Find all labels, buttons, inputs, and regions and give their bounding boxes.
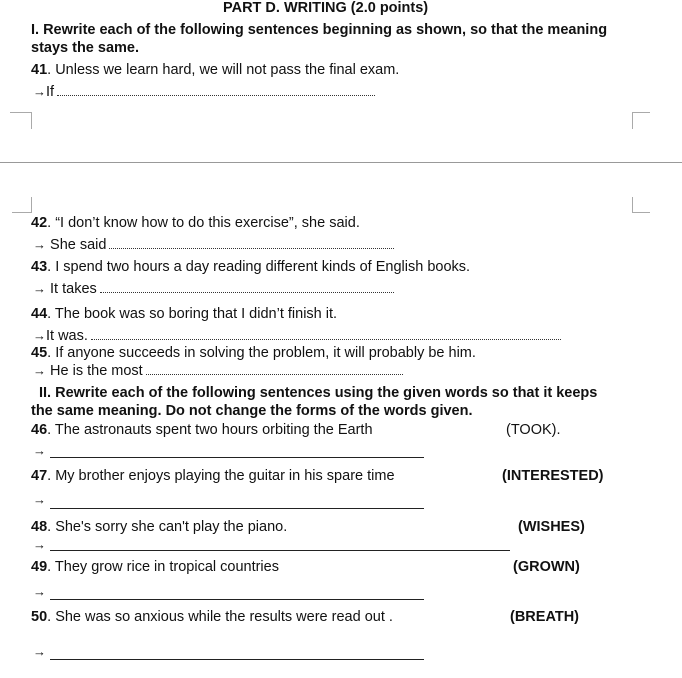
question-43: 43. I spend two hours a day reading different kinds of English books. [31,259,471,275]
keyword-48: (WISHES) [518,519,585,535]
question-44: 44. The book was so boring that I didn’t finish it. [31,306,338,322]
keyword-49: (GROWN) [513,559,580,575]
arrow-icon: → [33,328,46,343]
answer-line-48[interactable] [50,550,510,551]
keyword-47: (INTERESTED) [502,468,604,484]
arrow-icon: → [33,492,46,507]
question-47: 47. My brother enjoys playing the guitar in his spare time [31,468,395,484]
question-49: 49. They grow rice in tropical countries [31,559,279,575]
keyword-50: (BREATH) [510,609,579,625]
arrow-icon: → [33,237,46,252]
page-corner-mark [632,112,650,129]
answer-line-49[interactable] [50,599,424,600]
section2-title-line2: the same meaning. Do not change the forms of the words given. [31,403,473,419]
page-divider [0,162,682,163]
section1-title-line2: stays the same. [31,40,140,56]
answer-line-47[interactable] [50,508,424,509]
keyword-46: (TOOK). [506,422,561,438]
answer-line-50[interactable] [50,659,424,660]
arrow-icon: → [33,584,46,599]
arrow-icon: → [33,443,46,458]
arrow-icon: → [33,537,46,552]
part-title: PART D. WRITING (2.0 points) [223,0,429,16]
answer-44[interactable]: →It was. [33,328,561,344]
question-41: 41. Unless we learn hard, we will not pass the final exam. [31,62,400,78]
arrow-icon: → [33,281,46,296]
page-corner-mark [10,112,32,129]
page-corner-mark [632,197,650,213]
section1-title-line1: I. Rewrite each of the following sentences beginning as shown, so that the meaning [31,22,608,38]
answer-line-46[interactable] [50,457,424,458]
answer-45[interactable]: → He is the most [33,363,403,379]
question-45: 45. If anyone succeeds in solving the problem, it will probably be him. [31,345,476,361]
arrow-icon: → [33,644,46,659]
question-50: 50. She was so anxious while the results were read out . [31,609,393,625]
arrow-icon: → [33,363,46,378]
page-corner-mark [12,197,32,213]
question-48: 48. She's sorry she can't play the piano. [31,519,288,535]
section2-title-line1: II. Rewrite each of the following sentences using the given words so that it keeps [39,385,598,401]
question-46: 46. The astronauts spent two hours orbiting the Earth [31,422,373,438]
answer-43[interactable]: → It takes [33,281,394,297]
answer-42[interactable]: → She said [33,237,394,253]
answer-41[interactable]: →If [33,84,375,100]
question-42: 42. “I don’t know how to do this exercise”, she said. [31,215,360,231]
arrow-icon: → [33,84,46,99]
